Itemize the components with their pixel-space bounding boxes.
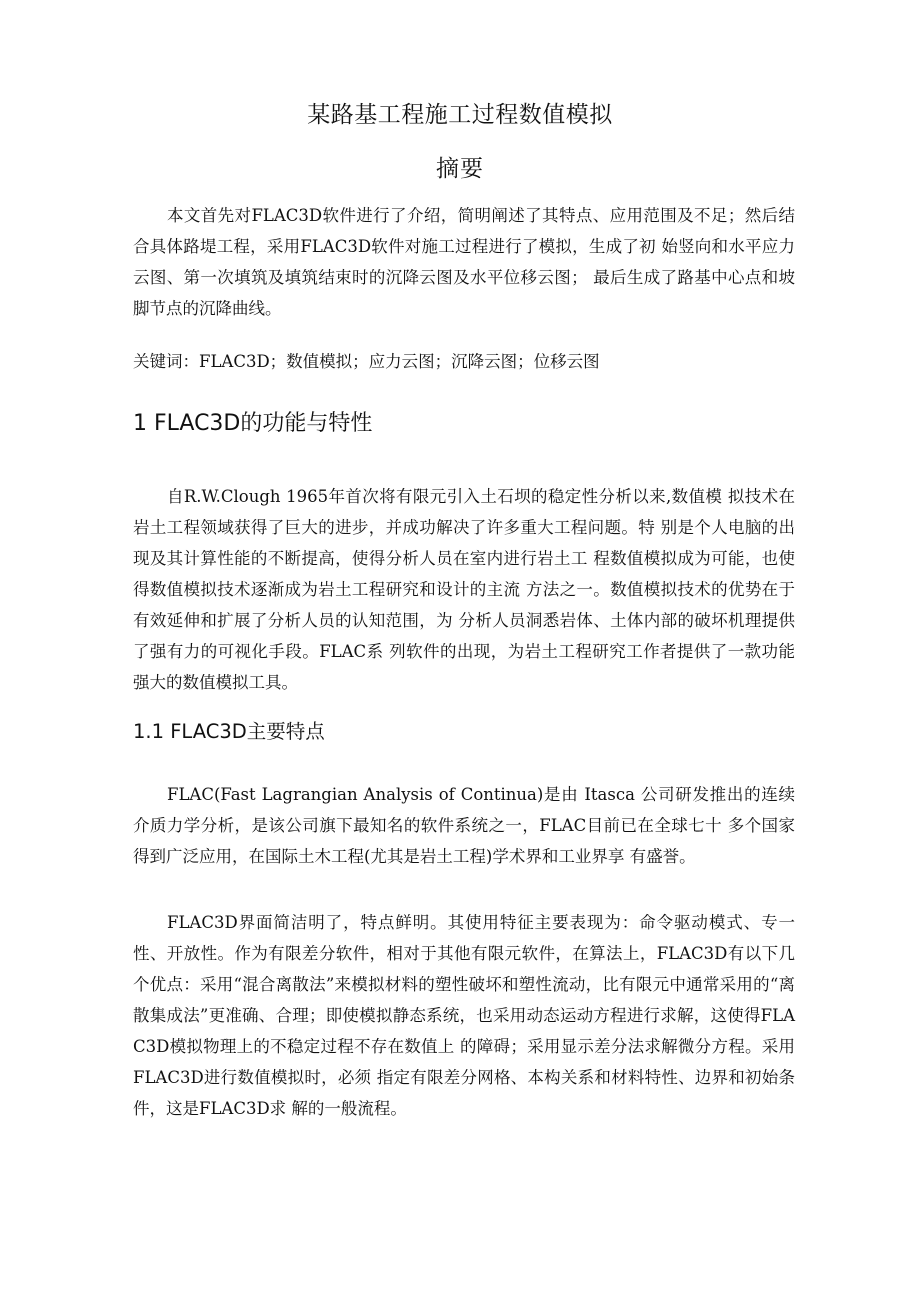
abstract-heading: 摘要	[436, 156, 484, 182]
document-title: 某路基工程施工过程数值模拟	[307, 102, 613, 128]
section-1-1-paragraph-1: FLAC(Fast Lagrangian Analysis of Continua)是由 Itasca 公司研发推出的连续 介质力学分析，是该公司旗下最知名的软件系统之一，FLAC目前已在全球七十 多个国家得到广泛应用，在国际土木工程(尤其是岩土工程)学术界和工业界享 有盛誉。	[133, 785, 795, 866]
section-1-1-paragraph-2: FLAC3D界面简洁明了，特点鲜明。其使用特征主要表现为：命令驱动模式、专一性、开放性。作为有限差分软件，相对于其他有限元软件，在算法上，FLAC3D有以下几个优点：采用“混合离散法”来模拟材料的塑性破坏和塑性流动，比有限元中通常采用的“离散集成法”更准确、合理；即使模拟静态系统，也采用动态运动方程进行求解，这使得FLAC3D模拟物理上的不稳定过程不存在数值上 的障碍；采用显示差分法求解微分方程。采用FLAC3D进行数值模拟时，必须 指定有限差分网格、本构关系和材料特性、边界和初始条件，这是FLAC3D求 解的一般流程。	[133, 913, 795, 1118]
keywords-text: FLAC3D；数值模拟；应力云图；沉降云图；位移云图	[199, 352, 600, 371]
keywords-label: 关键词：	[133, 352, 199, 371]
section-1-paragraph: 自R.W.Clough 1965年首次将有限元引入土石坝的稳定性分析以来,数值模 拟技术在岩土工程领域获得了巨大的进步，并成功解决了许多重大工程问题。特 别是个人电脑的出现及其计算性能的不断提高，使得分析人员在室内进行岩土工 程数值模拟成为可能，也使得数值模拟技术逐渐成为岩土工程研究和设计的主流 方法之一。数值模拟技术的优势在于有效延伸和扩展了分析人员的认知范围，为 分析人员洞悉岩体、土体内部的破坏机理提供了强有力的可视化手段。FLAC系 列软件的出现，为岩土工程研究工作者提供了一款功能强大的数值模拟工具。	[133, 487, 795, 692]
section-1-1-heading: 1.1 FLAC3D主要特点	[133, 720, 325, 743]
abstract-paragraph: 本文首先对FLAC3D软件进行了介绍，简明阐述了其特点、应用范围及不足；然后结合具体路堤工程，采用FLAC3D软件对施工过程进行了模拟，生成了初 始竖向和水平应力云图、第一次填筑及填筑结束时的沉降云图及水平位移云图； 最后生成了路基中心点和坡脚节点的沉降曲线。	[133, 206, 795, 318]
keywords-line	[133, 346, 795, 377]
section-1-heading: 1 FLAC3D的功能与特性	[133, 411, 373, 436]
